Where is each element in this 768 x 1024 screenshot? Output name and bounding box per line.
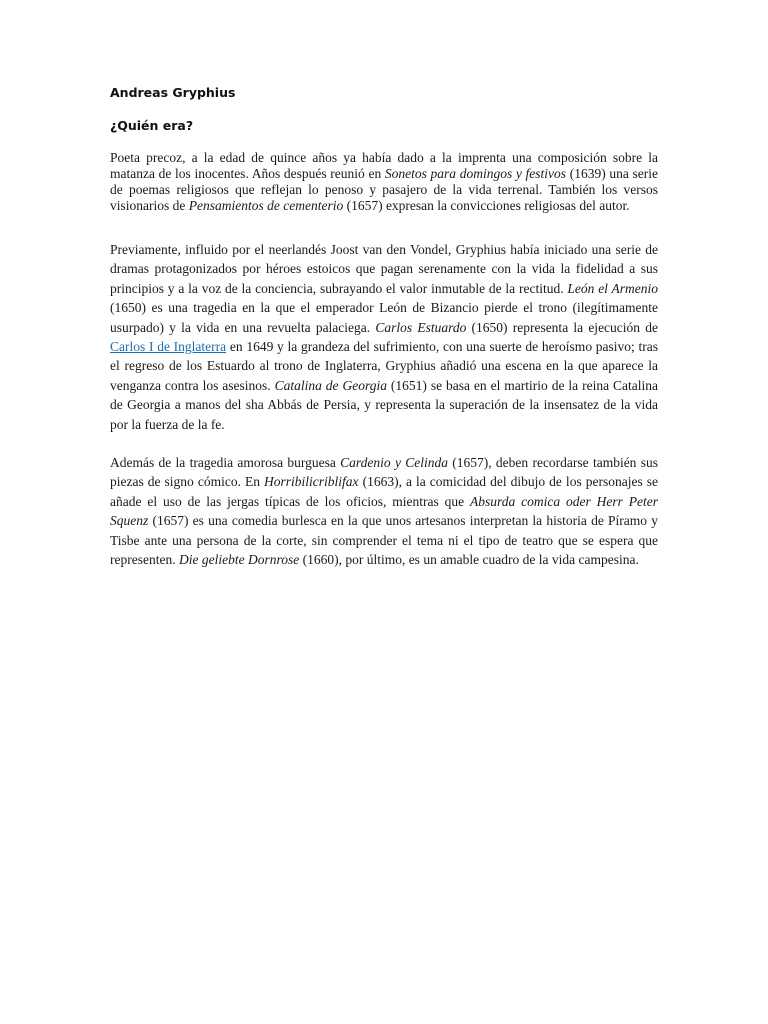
work-title: Carlos Estuardo bbox=[375, 319, 467, 335]
paragraph-intro bbox=[110, 150, 658, 214]
text-run: en 1649 y la grandeza del sufrimiento, con una suerte de heroísmo pasivo; tras el regreso de los Estuardo al trono de Inglaterra, Gryphius añadió una escena en la que aparece la venganza contra los asesinos. bbox=[110, 339, 658, 393]
text-run: (1663), a la comicidad del dibujo de los personajes se añade el uso de las jergas típicas de los oficios, mientras que bbox=[110, 474, 658, 509]
work-title: Pensamientos de cementerio bbox=[188, 198, 344, 213]
work-title: León el Armenio bbox=[567, 280, 658, 296]
text-run: (1657) expresan la convicciones religiosas del autor. bbox=[343, 198, 630, 213]
paragraph-dramas bbox=[110, 240, 658, 434]
text-run: Además de la tragedia amorosa burguesa bbox=[110, 455, 341, 470]
work-title: Horribilicriblifax bbox=[264, 474, 359, 490]
text-run: (1657) es una comedia burlesca en la que unos artesanos interpretan la historia de Píramo y Tisbe ante una persona de la corte, sin comprender el tema ni el tipo de teatro que se espera que representen. bbox=[110, 513, 658, 568]
work-title: Catalina de Georgia bbox=[274, 377, 387, 393]
carlos-i-link[interactable]: Carlos I de Inglaterra bbox=[110, 339, 227, 355]
paragraph-comedies bbox=[110, 453, 658, 569]
section-heading: ¿Quién era? bbox=[110, 118, 194, 133]
text-run: (1650) es una tragedia en la que el emperador León de Bizancio pierde el trono (ilegítimamente usurpado) y la vida en una revuelta palaciega. bbox=[110, 300, 658, 335]
text-run: (1657), deben recordarse también sus piezas de signo cómico. En bbox=[110, 455, 658, 490]
work-title: Die geliebte Dornrose bbox=[178, 552, 300, 568]
text-run: (1660), por último, es un amable cuadro de la vida campesina. bbox=[299, 552, 639, 568]
text-run: (1650) representa la ejecución de bbox=[466, 319, 658, 335]
text-run: (1639) una serie de poemas religiosos que reflejan lo penoso y pasajero de la vida terrenal. También los versos visionarios de bbox=[110, 166, 658, 213]
document-title: Andreas Gryphius bbox=[110, 85, 236, 100]
work-title: Absurda comica oder Herr Peter Squenz bbox=[110, 493, 658, 529]
work-title: Cardenio y Celinda bbox=[340, 455, 448, 470]
text-run: Poeta precoz, a la edad de quince años ya había dado a la imprenta una composición sobre la matanza de los inocentes. Años después reunió en bbox=[110, 150, 658, 181]
text-run: Previamente, influido por el neerlandés Joost van den Vondel, Gryphius había iniciado una serie de dramas protagonizados por héroes estoicos que pagan serenamente con la vida la fidelidad a sus principios y a la voz de la conciencia, subrayando el valor inmutable de la rectitud. bbox=[110, 242, 658, 296]
work-title: Sonetos para domingos y festivos bbox=[384, 166, 567, 181]
text-run: (1651) se basa en el martirio de la reina Catalina de Georgia a manos del sha Abbás de Persia, y representa la superación de la insensatez de la vida por la fuerza de la fe. bbox=[110, 377, 658, 432]
